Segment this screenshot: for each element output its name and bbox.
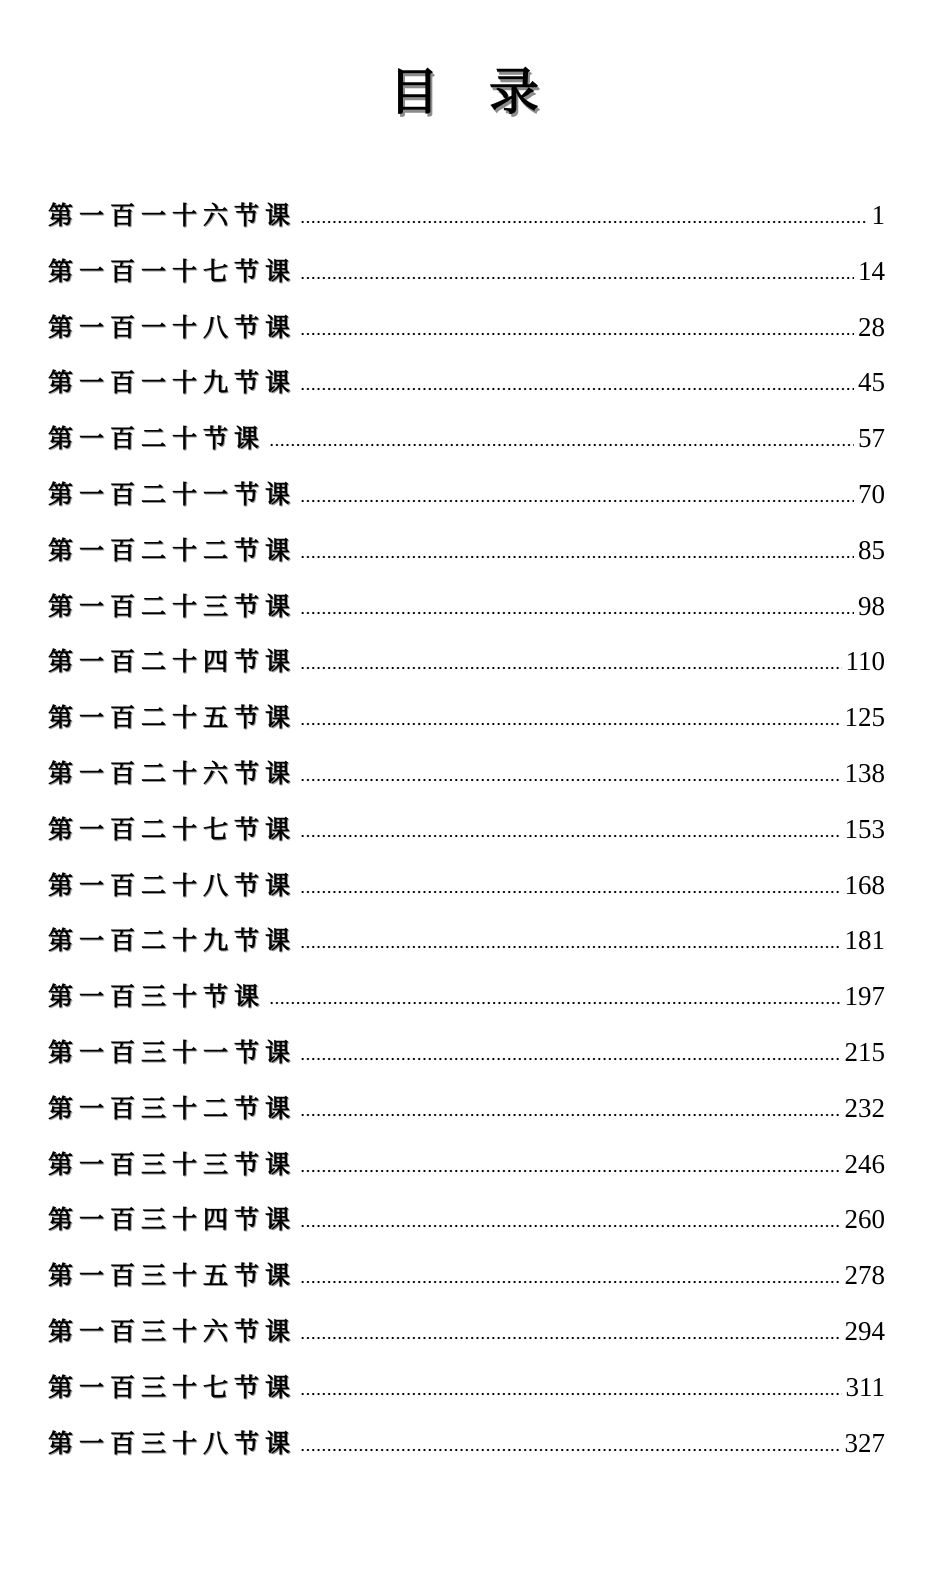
toc-entry-page: 153: [844, 813, 885, 844]
toc-entry[interactable]: [48, 1081, 885, 1137]
toc-entry-page: 14: [858, 255, 885, 286]
toc-entry-page: 125: [844, 702, 885, 733]
dot-leader: [300, 218, 867, 224]
toc-entry-label: 第一百三十节课: [48, 982, 266, 1012]
toc-entry[interactable]: [48, 746, 885, 802]
toc-entry-label: 第一百二十一节课: [48, 479, 297, 509]
toc-entry-page: 215: [844, 1036, 885, 1067]
toc-entry-page: 327: [844, 1427, 885, 1458]
toc-entry-page: 110: [845, 646, 885, 677]
toc-entry[interactable]: [48, 1416, 885, 1472]
toc-entry-page: 1: [871, 200, 885, 230]
toc-entry-page: 98: [858, 590, 885, 621]
toc-entry-page: 278: [844, 1260, 885, 1291]
toc-entry[interactable]: [48, 411, 885, 467]
toc-entry[interactable]: [48, 300, 885, 356]
toc-entry[interactable]: [48, 1360, 885, 1416]
dot-leader: [300, 1334, 840, 1340]
toc-entry-page: 232: [844, 1092, 885, 1123]
dot-leader: [300, 776, 840, 782]
dot-leader: [300, 274, 854, 280]
toc-entry-page: 294: [844, 1315, 885, 1346]
toc-entry[interactable]: [48, 579, 885, 635]
toc-entry-label: 第一百三十六节课: [48, 1316, 297, 1346]
toc-entry-page: 168: [844, 869, 885, 900]
toc-entry[interactable]: [48, 1304, 885, 1360]
toc-entry[interactable]: [48, 913, 885, 969]
dot-leader: [300, 1278, 840, 1284]
toc-entry[interactable]: [48, 634, 885, 690]
dot-leader: [269, 441, 854, 447]
toc-entry-page: 70: [858, 478, 885, 509]
dot-leader: [300, 553, 854, 559]
dot-leader: [300, 888, 840, 894]
dot-leader: [300, 609, 854, 615]
toc-entry-label: 第一百二十八节课: [48, 870, 297, 900]
toc-entry-page: 138: [844, 757, 885, 788]
toc-entry-label: 第一百一十六节课: [48, 201, 297, 230]
table-of-contents: [48, 188, 885, 1471]
toc-entry-page: 197: [844, 981, 885, 1012]
dot-leader: [300, 832, 840, 838]
dot-leader: [300, 1222, 840, 1228]
dot-leader: [300, 1446, 840, 1452]
toc-entry[interactable]: [48, 858, 885, 914]
toc-entry-page: 246: [844, 1148, 885, 1179]
toc-entry-label: 第一百三十三节课: [48, 1149, 297, 1179]
toc-entry-label: 第一百二十二节课: [48, 535, 297, 565]
dot-leader: [300, 1111, 840, 1117]
dot-leader: [300, 385, 854, 391]
toc-entry-label: 第一百三十七节课: [48, 1372, 297, 1402]
toc-entry-page: 260: [844, 1204, 885, 1235]
dot-leader: [300, 664, 841, 670]
toc-entry-page: 57: [858, 423, 885, 454]
toc-entry[interactable]: [48, 244, 885, 300]
toc-entry-label: 第一百二十节课: [48, 424, 266, 454]
toc-entry[interactable]: [48, 690, 885, 746]
toc-entry-label: 第一百二十六节课: [48, 758, 297, 788]
dot-leader: [300, 330, 854, 336]
toc-entry-page: 85: [858, 534, 885, 565]
toc-entry[interactable]: [48, 467, 885, 523]
toc-entry[interactable]: [48, 969, 885, 1025]
toc-entry-label: 第一百二十三节课: [48, 591, 297, 621]
toc-entry-label: 第一百一十七节课: [48, 256, 297, 286]
toc-entry-label: 第一百三十四节课: [48, 1205, 297, 1235]
toc-entry[interactable]: [48, 523, 885, 579]
toc-entry-page: 45: [858, 367, 885, 398]
toc-entry-label: 第一百一十八节课: [48, 312, 297, 342]
toc-entry-label: 第一百二十四节课: [48, 647, 297, 677]
toc-entry-label: 第一百三十八节课: [48, 1428, 297, 1458]
toc-entry[interactable]: [48, 1025, 885, 1081]
dot-leader: [300, 720, 840, 726]
toc-entry[interactable]: [48, 1137, 885, 1193]
toc-entry-label: 第一百三十一节课: [48, 1037, 297, 1067]
toc-entry-label: 第一百一十九节课: [48, 368, 297, 398]
toc-entry[interactable]: [48, 1248, 885, 1304]
toc-entry-page: 28: [858, 311, 885, 342]
toc-entry-label: 第一百二十五节课: [48, 703, 297, 733]
toc-entry[interactable]: [48, 355, 885, 411]
toc-entry-label: 第一百三十五节课: [48, 1261, 297, 1291]
dot-leader: [300, 1055, 840, 1061]
toc-entry-label: 第一百三十二节课: [48, 1093, 297, 1123]
page-title: 目 录: [389, 61, 539, 121]
dot-leader: [300, 1390, 841, 1396]
toc-entry-label: 第一百二十九节课: [48, 926, 297, 956]
toc-entry[interactable]: [48, 188, 885, 244]
toc-entry[interactable]: [48, 802, 885, 858]
toc-entry-page: 311: [845, 1371, 885, 1402]
dot-leader: [269, 999, 840, 1005]
toc-entry[interactable]: [48, 1192, 885, 1248]
dot-leader: [300, 943, 840, 949]
dot-leader: [300, 1167, 840, 1173]
toc-entry-label: 第一百二十七节课: [48, 814, 297, 844]
dot-leader: [300, 497, 854, 503]
toc-entry-page: 181: [844, 925, 885, 956]
